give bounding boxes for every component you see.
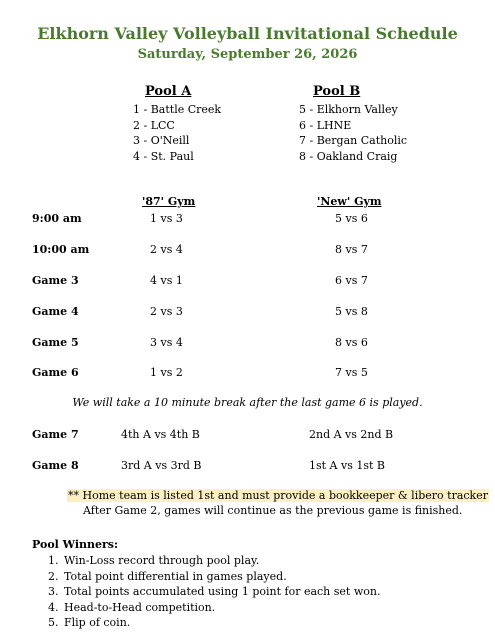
gym-87-match: 3 vs 4	[150, 336, 183, 349]
pool-a-team: 2 - LCC	[133, 118, 175, 132]
list-item: 4. Head-to-Head competition.	[48, 600, 216, 614]
schedule-row	[0, 274, 495, 290]
game-time: 10:00 am	[32, 243, 90, 256]
gym-new-match: 2nd A vs 2nd B	[309, 428, 394, 441]
gym-new-match: 5 vs 6	[335, 212, 368, 225]
gym-new-match: 7 vs 5	[335, 366, 368, 379]
gym-new-match: 5 vs 8	[335, 305, 368, 318]
pool-b-team: 7 - Bergan Catholic	[299, 134, 408, 147]
schedule-row	[0, 305, 495, 321]
gym-87-header: '87' Gym	[142, 195, 196, 208]
gym-87-match: 1 vs 2	[150, 366, 183, 379]
home-team-note: ** Home team is listed 1st and must provide a bookkeeper & libero tracker	[68, 489, 488, 502]
schedule-row	[0, 212, 495, 228]
pool-a-team: 3 - O'Neill	[133, 134, 190, 147]
game-label: Game 3	[32, 274, 79, 287]
game-label: Game 5	[32, 336, 79, 349]
gym-new-match: 1st A vs 1st B	[309, 459, 386, 472]
after-game2-note: After Game 2, games will continue as the previous game is finished.	[83, 504, 463, 517]
game-label: Game 6	[32, 366, 79, 379]
gym-87-match: 3rd A vs 3rd B	[121, 459, 202, 472]
game-label: Game 4	[32, 305, 79, 318]
tiebreaker-text: Flip of coin.	[64, 616, 131, 629]
tiebreaker-text: Win-Loss record through pool play.	[64, 554, 260, 567]
list-item: 1. Win-Loss record through pool play.	[48, 554, 260, 567]
pool-a-team: 4 - St. Paul	[133, 149, 194, 163]
game-label: Game 7	[32, 428, 79, 441]
gym-87-match: 4th A vs 4th B	[121, 428, 200, 441]
game-label: Game 8	[32, 459, 79, 472]
gym-87-match: 1 vs 3	[150, 212, 183, 225]
pool-a-team: 1 - Battle Creek	[133, 103, 222, 116]
list-item: 3. Total points accumulated using 1 point for each set won.	[48, 585, 381, 598]
schedule-row	[0, 366, 495, 382]
tiebreaker-text: Head-to-Head competition.	[64, 600, 216, 614]
schedule-row	[0, 243, 495, 259]
pool-b-team: 8 - Oakland Craig	[299, 149, 398, 163]
tiebreaker-text: Total points accumulated using 1 point for each set won.	[64, 585, 381, 598]
gym-new-match: 8 vs 6	[335, 336, 368, 349]
break-note: We will take a 10 minute break after the last game 6 is played.	[72, 396, 423, 409]
gym-87-match: 2 vs 3	[150, 305, 183, 318]
tiebreaker-text: Total point differential in games played.	[64, 569, 287, 583]
pool-b-team: 6 - LHNE	[299, 118, 352, 132]
list-item: 2. Total point differential in games played.	[48, 569, 287, 583]
document-date: Saturday, September 26, 2026	[137, 47, 358, 62]
pool-winners-list	[48, 553, 380, 631]
pool-b-title: Pool B	[313, 84, 361, 99]
gym-new-match: 8 vs 7	[335, 243, 368, 256]
list-item: 5. Flip of coin.	[48, 616, 131, 629]
pool-b-team: 5 - Elkhorn Valley	[299, 103, 398, 116]
pool-winners-title: Pool Winners:	[32, 538, 119, 551]
document-title: Elkhorn Valley Volleyball Invitational Schedule	[37, 24, 458, 43]
schedule-row	[0, 336, 495, 352]
pool-b	[299, 84, 407, 164]
pool-a	[133, 84, 221, 164]
gym-new-match: 6 vs 7	[335, 274, 368, 287]
pool-a-title: Pool A	[145, 84, 192, 99]
gym-87-match: 2 vs 4	[150, 243, 183, 256]
gym-87-match: 4 vs 1	[150, 274, 183, 287]
game-time: 9:00 am	[32, 212, 82, 225]
gym-new-header: 'New' Gym	[317, 195, 382, 208]
